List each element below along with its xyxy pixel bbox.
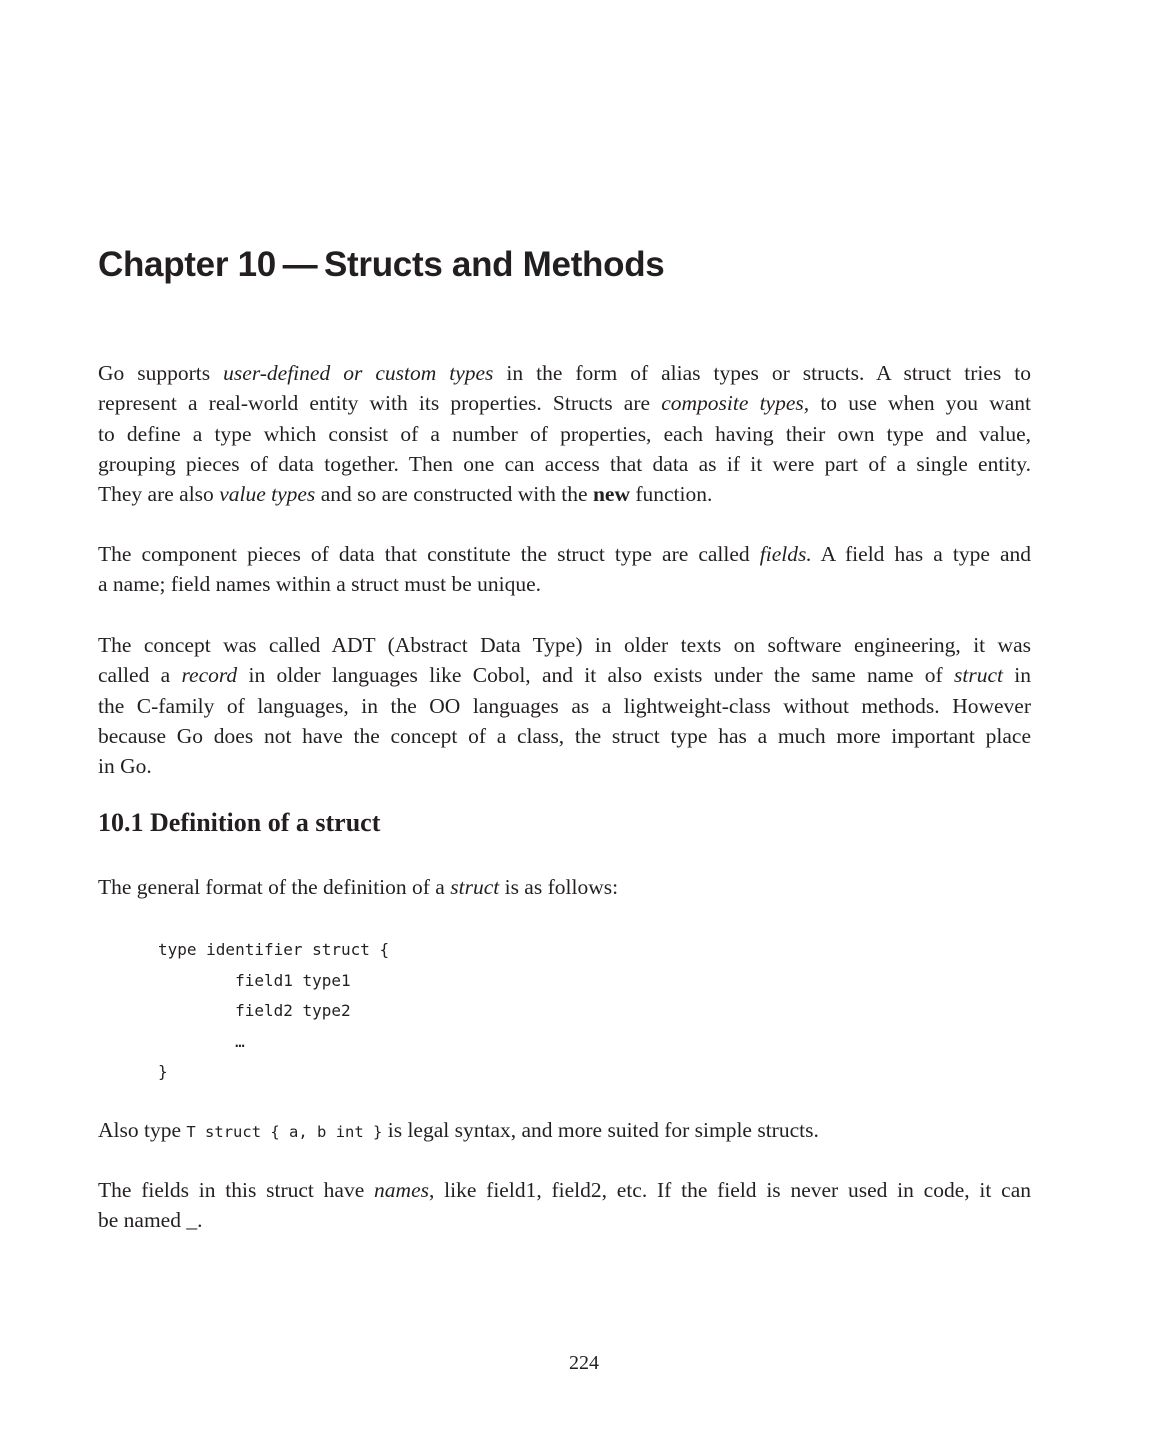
text-line [98, 721, 1031, 751]
emphasis: struct [450, 875, 500, 899]
text-run: The component pieces of data that constitute the struct type are called [98, 542, 760, 566]
text-run: in Go. [98, 754, 152, 779]
paragraph [98, 358, 1031, 509]
text-run: to define a type which consist of a number of properties, each having their own type and value, [98, 421, 1031, 446]
paragraph [98, 1115, 1031, 1145]
emphasis: fields. [759, 542, 812, 566]
text-run: called a [98, 663, 182, 688]
emphasis: record [181, 663, 238, 688]
paragraph [98, 1175, 1031, 1236]
text-run: , like field1, field2, etc. If the field is never used in code, it can [428, 1178, 1031, 1202]
text-line [98, 1205, 1031, 1235]
text-run: Also type [98, 1118, 187, 1142]
text-run: The fields in this struct have [98, 1178, 375, 1202]
text-run: in [1002, 663, 1031, 688]
text-run: They are also [98, 482, 220, 507]
text-line [98, 630, 1031, 660]
text-line [98, 479, 1031, 509]
text-run: in older languages like Cobol, and it also exists under the same name of [237, 663, 954, 688]
inline-code: T struct { a, b int } [186, 1123, 383, 1141]
section-heading: 10.1 Definition of a struct [98, 808, 381, 837]
text-line [98, 449, 1031, 479]
text-run: grouping pieces of data together. Then one can access that data as if it were part of a single entity. [98, 451, 1031, 476]
text-run: function. [629, 482, 713, 507]
text-run: because Go does not have the concept of a class, the struct type has a much more important place [98, 723, 1031, 748]
text-line [98, 691, 1031, 721]
text-run: the C-family of languages, in the OO languages as a lightweight-class without methods. However [98, 693, 1031, 718]
page-number: 224 [569, 1352, 599, 1374]
text-line [98, 660, 1031, 690]
emphasis: struct [954, 663, 1003, 688]
chapter-title: Chapter 10 — Structs and Methods [98, 245, 665, 284]
text-run: Go supports [98, 361, 224, 385]
text-line [98, 751, 1031, 781]
text-run: is legal syntax, and more suited for simple structs. [382, 1118, 819, 1142]
emphasis: composite types, [661, 391, 810, 416]
text-run: is as follows: [499, 875, 619, 899]
paragraph [98, 630, 1031, 781]
text-run: A field has a type and [811, 542, 1031, 566]
text-line [98, 388, 1031, 418]
emphasis: new [592, 482, 630, 507]
text-run: a name; field names within a struct must be unique. [98, 572, 542, 597]
text-run: be named _. [98, 1208, 203, 1233]
text-line [98, 539, 1031, 569]
code-block: type identifier struct { field1 type1 field2 type2 … } [158, 940, 390, 1081]
text-line [98, 419, 1031, 449]
text-run: and so are constructed with the [315, 482, 593, 507]
paragraph [98, 539, 1031, 600]
emphasis: value types [219, 482, 316, 507]
text-line [98, 872, 1031, 902]
text-run: in the form of alias types or structs. A struct tries to [493, 361, 1031, 385]
text-line [98, 1175, 1031, 1205]
emphasis: names [374, 1178, 429, 1202]
text-run: to use when you want [809, 391, 1031, 416]
emphasis: user-defined or custom types [223, 361, 494, 385]
text-run: The general format of the definition of a [98, 875, 451, 899]
text-line [98, 569, 1031, 599]
text-line [98, 358, 1031, 388]
text-line [98, 1115, 1031, 1145]
paragraph [98, 872, 1031, 902]
text-run: The concept was called ADT (Abstract Data Type) in older texts on software engineering, it was [98, 633, 1031, 657]
text-run: represent a real-world entity with its properties. Structs are [98, 391, 662, 416]
